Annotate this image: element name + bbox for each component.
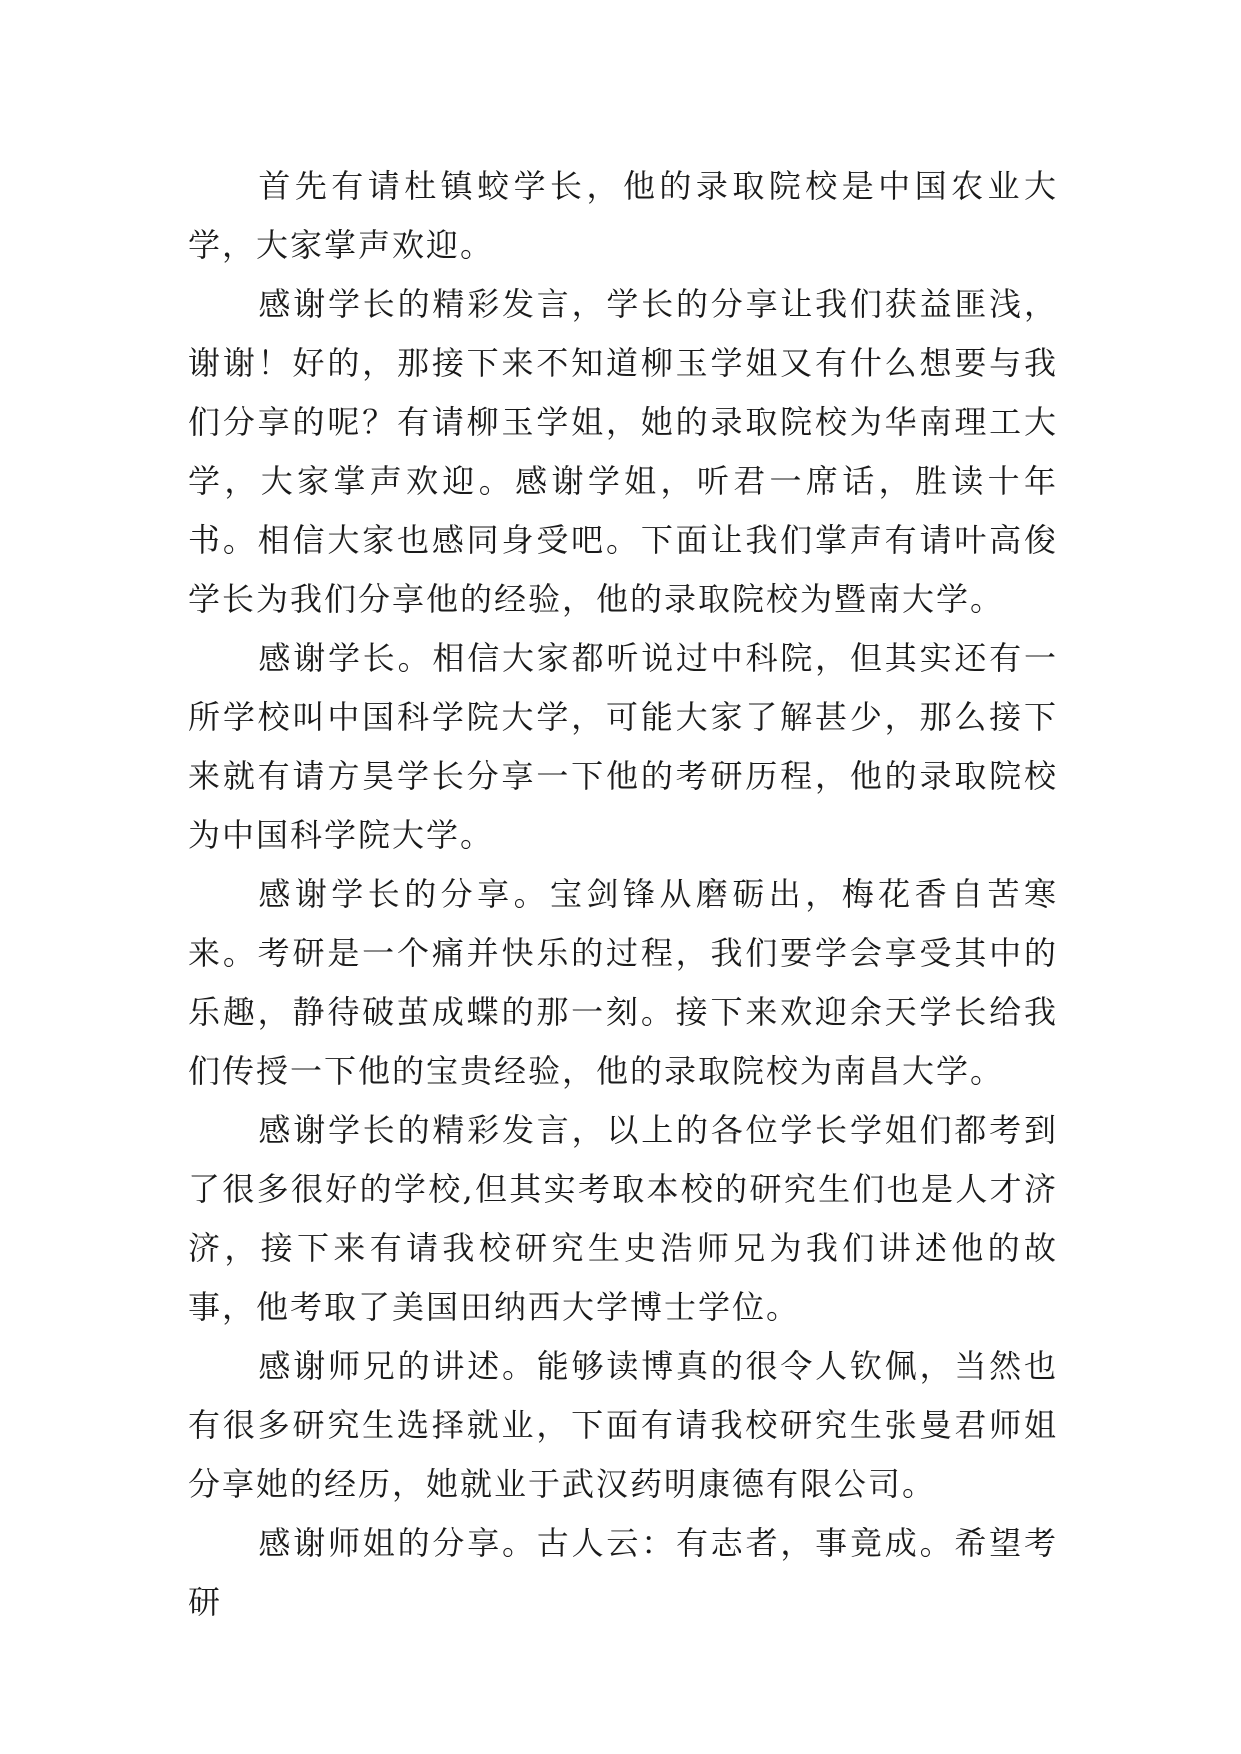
document-body xyxy=(188,157,1058,1632)
paragraph-3: 感谢学长。相信大家都听说过中科院，但其实还有一所学校叫中国科学院大学，可能大家了解甚少，那么接下来就有请方昊学长分享一下他的考研历程，他的录取院校为中国科学院大学。 xyxy=(188,639,1058,854)
paragraph-6: 感谢师兄的讲述。能够读博真的很令人钦佩，当然也有很多研究生选择就业，下面有请我校研究生张曼君师姐分享她的经历，她就业于武汉药明康德有限公司。 xyxy=(188,1347,1058,1503)
paragraph-4: 感谢学长的分享。宝剑锋从磨砺出，梅花香自苦寒来。考研是一个痛并快乐的过程，我们要学会享受其中的乐趣，静待破茧成蝶的那一刻。接下来欢迎余天学长给我们传授一下他的宝贵经验，他的录取院校为南昌大学。 xyxy=(188,875,1058,1090)
paragraph-1: 首先有请杜镇蛟学长，他的录取院校是中国农业大学，大家掌声欢迎。 xyxy=(188,167,1058,264)
paragraph-7: 感谢师姐的分享。古人云：有志者，事竟成。希望考研 xyxy=(188,1524,1058,1621)
paragraph-2: 感谢学长的精彩发言，学长的分享让我们获益匪浅，谢谢！好的，那接下来不知道柳玉学姐又有什么想要与我们分享的呢？有请柳玉学姐，她的录取院校为华南理工大学，大家掌声欢迎。感谢学姐，听君一席话，胜读十年书。相信大家也感同身受吧。下面让我们掌声有请叶高俊学长为我们分享他的经验，他的录取院校为暨南大学。 xyxy=(188,285,1058,618)
paragraph-5: 感谢学长的精彩发言，以上的各位学长学姐们都考到了很多很好的学校,但其实考取本校的研究生们也是人才济济，接下来有请我校研究生史浩师兄为我们讲述他的故事，他考取了美国田纳西大学博士学位。 xyxy=(188,1111,1058,1326)
